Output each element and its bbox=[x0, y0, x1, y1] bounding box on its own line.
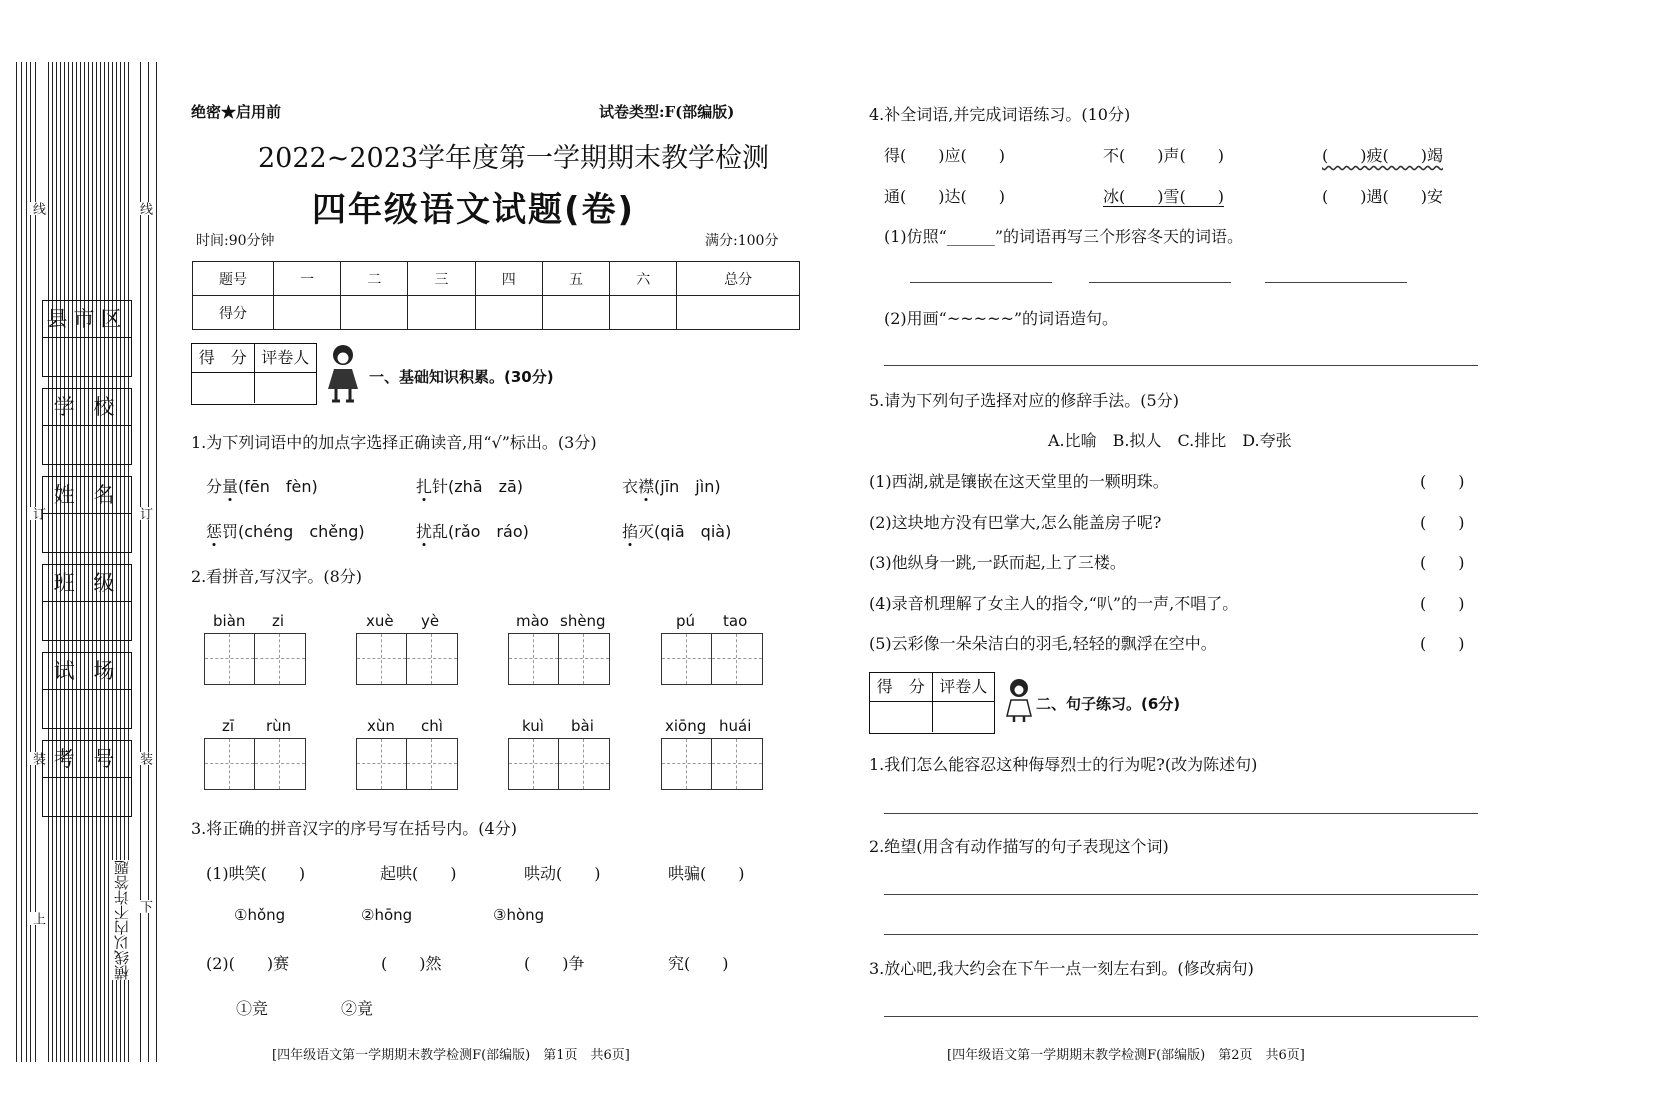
q5-options: A.比喻 B.拟人 C.排比 D.夸张 bbox=[1048, 431, 1292, 450]
q3-row3-item4: 究( ) bbox=[668, 954, 729, 973]
q1-item-4: 惩罚(chéng chěng) bbox=[206, 522, 365, 541]
pinyin-4a: pú bbox=[676, 612, 696, 630]
answer-paren[interactable]: ( ) bbox=[1420, 513, 1465, 532]
pinyin-7b: bài bbox=[571, 717, 594, 735]
pinyin-7a: kuì bbox=[522, 717, 544, 735]
q3-row1-item1: (1)哄笑( ) bbox=[206, 864, 306, 883]
pinyin-1a: biàn bbox=[213, 612, 246, 630]
grader-box-section2[interactable]: 得 分 评卷人 bbox=[869, 672, 995, 734]
hanzi-grid[interactable] bbox=[661, 633, 763, 685]
pinyin-6b: chì bbox=[421, 717, 443, 735]
hanzi-grid[interactable] bbox=[508, 738, 610, 790]
pinyin-5b: rùn bbox=[266, 717, 292, 735]
pinyin-4b: tao bbox=[723, 612, 748, 630]
ding-mark: 订 bbox=[30, 507, 45, 520]
answer-line[interactable] bbox=[884, 813, 1478, 814]
grader-box-section1[interactable]: 得 分 评卷人 bbox=[191, 343, 317, 405]
field-name[interactable]: 姓 名 bbox=[42, 476, 132, 553]
answer-line[interactable] bbox=[884, 894, 1478, 895]
q4-title: 4.补全词语,并完成词语练习。(10分) bbox=[869, 105, 1131, 124]
q3-row1-item3: 哄动( ) bbox=[524, 864, 601, 883]
pinyin-5a: zī bbox=[222, 717, 235, 735]
q3-row1-item4: 哄骗( ) bbox=[668, 864, 745, 883]
q3-option-1: ①hǒng bbox=[234, 906, 286, 924]
section1-title: 一、基础知识积累。(30分) bbox=[369, 368, 554, 386]
q4-row2-item2: 冰( )雪( ) bbox=[1103, 187, 1224, 206]
answer-line[interactable] bbox=[910, 282, 1052, 283]
answer-paren[interactable]: ( ) bbox=[1420, 553, 1465, 572]
q3-row1-item2: 起哄( ) bbox=[380, 864, 457, 883]
q4-sub1: (1)仿照“______”的词语再写三个形容冬天的词语。 bbox=[884, 227, 1244, 246]
hanzi-grid[interactable] bbox=[508, 633, 610, 685]
answer-line[interactable] bbox=[884, 1016, 1478, 1017]
q3-option-jing1: ①竞 bbox=[236, 999, 269, 1018]
q4-row2-item3: ( )遇( )安 bbox=[1322, 187, 1443, 206]
q4-row1-item1: 得( )应( ) bbox=[884, 146, 1005, 165]
title-year: 2022~2023学年度第一学期期末教学检测 bbox=[258, 143, 770, 174]
q3-option-jing2: ②竟 bbox=[341, 999, 374, 1018]
score-table-header-row: 题号 一 二 三 四 五 六 总分 bbox=[193, 262, 800, 296]
zhuang-mark: 装 bbox=[30, 752, 45, 765]
answer-line[interactable] bbox=[884, 934, 1478, 935]
answer-line[interactable] bbox=[1089, 282, 1231, 283]
q1-item-6: 掐灭(qiā qià) bbox=[622, 522, 732, 541]
pinyin-2a: xuè bbox=[366, 612, 394, 630]
s2-q3: 3.放心吧,我大约会在下午一点一刻左右到。(修改病句) bbox=[869, 959, 1254, 978]
title-main: 四年级语文试题(卷) bbox=[312, 190, 636, 230]
q3-option-2: ②hōng bbox=[361, 906, 413, 924]
footer-page2: [四年级语文第一学期期末教学检测F(部编版) 第2页 共6页] bbox=[947, 1048, 1305, 1063]
answer-paren[interactable]: ( ) bbox=[1420, 634, 1465, 653]
q1-item-2: 扎针(zhā zā) bbox=[416, 477, 524, 496]
answer-line[interactable] bbox=[884, 365, 1478, 366]
exam-time: 时间:90分钟 bbox=[196, 233, 275, 249]
q1-item-3: 衣襟(jīn jìn) bbox=[622, 477, 721, 496]
secret-label: 绝密★启用前 bbox=[191, 103, 282, 121]
paper-type: 试卷类型:F(部编版) bbox=[599, 103, 735, 121]
pinyin-2b: yè bbox=[421, 612, 440, 630]
ding-mark: 订 bbox=[137, 507, 152, 520]
hanzi-grid[interactable] bbox=[356, 738, 458, 790]
hanzi-grid[interactable] bbox=[661, 738, 763, 790]
line-mark: 线 bbox=[137, 202, 152, 215]
q4-row2-item1: 通( )达( ) bbox=[884, 187, 1005, 206]
q5-item-2: (2)这块地方没有巴掌大,怎么能盖房子呢? bbox=[869, 513, 1162, 532]
pinyin-8a: xiōng bbox=[665, 717, 707, 735]
q4-row1-item3: ( )疲( )竭 bbox=[1322, 146, 1443, 165]
field-county[interactable]: 县市区 bbox=[42, 300, 132, 377]
hanzi-grid[interactable] bbox=[204, 633, 306, 685]
girl-mascot-icon bbox=[322, 341, 364, 405]
hanzi-grid[interactable] bbox=[356, 633, 458, 685]
q5-item-1: (1)西湖,就是镶嵌在这天堂里的一颗明珠。 bbox=[869, 472, 1169, 491]
pinyin-6a: xùn bbox=[367, 717, 395, 735]
q4-row1-item2: 不( )声( ) bbox=[1103, 146, 1224, 165]
full-marks: 满分:100分 bbox=[705, 233, 779, 249]
pinyin-3b: shèng bbox=[560, 612, 606, 630]
hanzi-grid[interactable] bbox=[204, 738, 306, 790]
q3-title: 3.将正确的拼音汉字的序号写在括号内。(4分) bbox=[191, 819, 517, 838]
pinyin-3a: mào bbox=[516, 612, 549, 630]
answer-line[interactable] bbox=[1265, 282, 1407, 283]
field-exam-number[interactable]: 考 号 bbox=[42, 740, 132, 817]
line-mark: 线 bbox=[30, 202, 45, 215]
q3-row3-item2: ( )然 bbox=[381, 954, 442, 973]
section2-title: 二、句子练习。(6分) bbox=[1036, 695, 1181, 713]
q3-row3-item1: (2)( )赛 bbox=[206, 954, 290, 973]
answer-paren[interactable]: ( ) bbox=[1420, 472, 1465, 491]
up-mark: 上 bbox=[30, 912, 45, 925]
score-table bbox=[192, 261, 800, 330]
field-class[interactable]: 班 级 bbox=[42, 564, 132, 641]
q1-item-1: 分量(fēn fèn) bbox=[206, 477, 318, 496]
q3-row3-item3: ( )争 bbox=[524, 954, 585, 973]
q2-title: 2.看拼音,写汉字。(8分) bbox=[191, 567, 363, 586]
score-table-score-row: 得分 bbox=[193, 296, 800, 330]
q5-title: 5.请为下列句子选择对应的修辞手法。(5分) bbox=[869, 391, 1179, 410]
down-mark: 下 bbox=[137, 900, 152, 913]
answer-paren[interactable]: ( ) bbox=[1420, 594, 1465, 613]
q3-option-3: ③hòng bbox=[493, 906, 545, 924]
pinyin-1b: zi bbox=[272, 612, 285, 630]
no-answer-warning: 横线以内不许答题 bbox=[113, 860, 131, 980]
girl-mascot-icon bbox=[1002, 676, 1036, 724]
pinyin-8b: huái bbox=[719, 717, 752, 735]
q5-item-4: (4)录音机理解了女主人的指令,“叭”的一声,不唱了。 bbox=[869, 594, 1239, 613]
q5-item-5: (5)云彩像一朵朵洁白的羽毛,轻轻的飘浮在空中。 bbox=[869, 634, 1217, 653]
q4-sub2: (2)用画“~~~~~”的词语造句。 bbox=[884, 309, 1119, 328]
s2-q2: 2.绝望(用含有动作描写的句子表现这个词) bbox=[869, 837, 1169, 856]
field-school[interactable]: 学 校 bbox=[42, 388, 132, 465]
q1-item-5: 扰乱(rǎo ráo) bbox=[416, 522, 529, 541]
s2-q1: 1.我们怎么能容忍这种侮辱烈士的行为呢?(改为陈述句) bbox=[869, 755, 1258, 774]
q5-item-3: (3)他纵身一跳,一跃而起,上了三楼。 bbox=[869, 553, 1126, 572]
footer-page1: [四年级语文第一学期期末教学检测F(部编版) 第1页 共6页] bbox=[272, 1048, 630, 1063]
field-exam-room[interactable]: 试 场 bbox=[42, 652, 132, 729]
q1-title: 1.为下列词语中的加点字选择正确读音,用“√”标出。(3分) bbox=[191, 433, 597, 452]
zhuang-mark: 装 bbox=[137, 752, 152, 765]
